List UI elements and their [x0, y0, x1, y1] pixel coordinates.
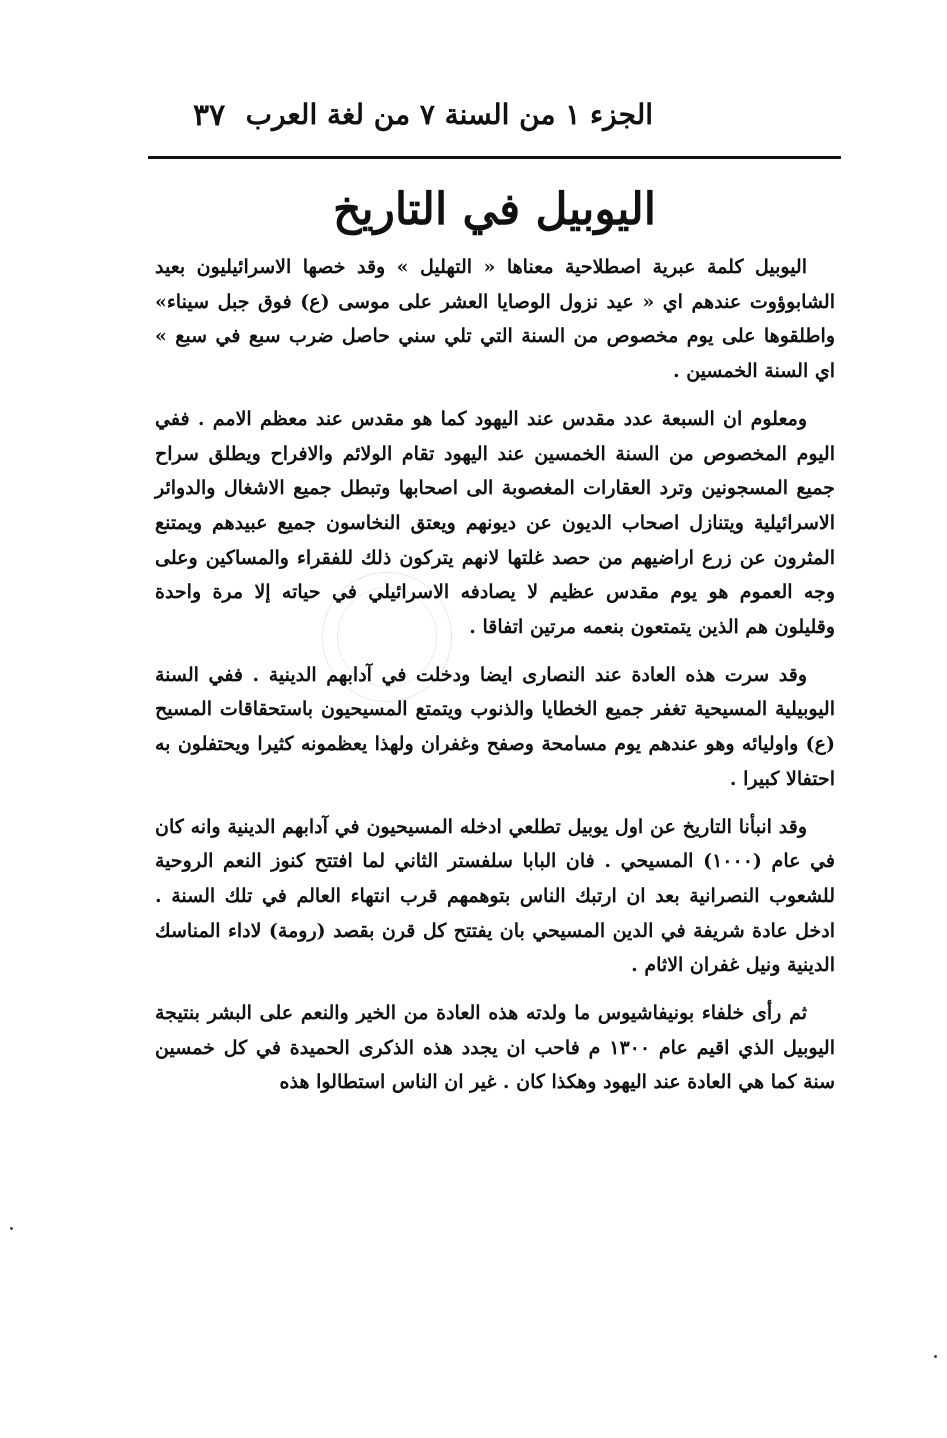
- scan-speck: [10, 1227, 13, 1230]
- running-title: الجزء ١ من السنة ٧ من لغة العرب: [245, 98, 653, 131]
- running-header: [148, 90, 838, 152]
- article-body: [155, 250, 835, 1113]
- header-rule: [148, 156, 841, 159]
- scan-speck: [934, 1355, 937, 1358]
- paragraph-5: ثم رأى خلفاء بونيفاشيوس ما ولدته هذه العادة من الخير والنعم على البشر بنتيجة اليوبيل الذي اقيم عام ١٣٠٠ م فاحب ان يجدد هذه الذكرى الحميدة في كل خمسين سنة كما هي العادة عند اليهود وهكذا كان . غير ان الناس استطالوا هذه: [155, 1002, 836, 1094]
- paragraph-1: اليوبيل كلمة عبرية اصطلاحية معناها « التهليل » وقد خصها الاسرائيليون بعيد الشابوؤوت عندهم اي « عيد نزول الوصايا العشر على موسى (ع) فوق جبل سيناء» واطلقوها على يوم مخصوص من السنة التي تلي سني حاصل ضرب سبع في سبع » اي السنة الخمسين .: [155, 256, 835, 383]
- page-number: ٣٧: [193, 98, 226, 133]
- paragraph-3: وقد سرت هذه العادة عند النصارى ايضا ودخلت في آدابهم الدينية . ففي السنة اليوبيلية المسيحية تغفر جميع الخطايا والذنوب ويتمتع المسيحيون باستحقاقات المسيح (ع) واوليائه وهو عندهم يوم مسامحة وصفح وغفران ولهذا يعظمونه كثيرا ويحتفلون به احتفالا كبيرا .: [155, 663, 835, 790]
- paragraph-2: ومعلوم ان السبعة عدد مقدس عند اليهود كما هو مقدس عند معظم الامم . ففي اليوم المخصوص من السنة الخمسين عند اليهود تقام الولائم والافراح ويطلق سراح جميع المسجونين وترد العقارات المغصوبة الى اصحابها وتبطل جميع الاشغال والدوائر الاسرائيلية ويتنازل اصحاب الديون عن ديونهم ويعتق النخاسون جميع عبيدهم ويمتنع المثرون عن زرع اراضيهم من حصد غلتها لانهم يتركون ذلك للفقراء والمساكين وعلى وجه العموم هو يوم مقدس عظيم لا يصادفه الاسرائيلي في حياته إلا مرة واحدة وقليلون هم الذين يتمتعون بنعمه مرتين اتفاقا .: [155, 407, 835, 639]
- paragraph-4: وقد انبأنا التاريخ عن اول يوبيل تطلعي ادخله المسيحيون في آدابهم الدينية وانه كان في عام (١٠٠٠) المسيحي . فان البابا سلفستر الثاني لما افتتح كنوز النعم الروحية للشعوب النصرانية بعد ان ارتبك الناس بتوهمهم قرب انتهاء العالم في تلك السنة . ادخل عادة شريفة في الدين المسيحي بان يفتتح كل قرن بقصد (رومة) لاداء المناسك الدينية ونيل غفران الاثام .: [155, 815, 835, 977]
- article-title: اليوبيل في التاريخ: [332, 184, 657, 235]
